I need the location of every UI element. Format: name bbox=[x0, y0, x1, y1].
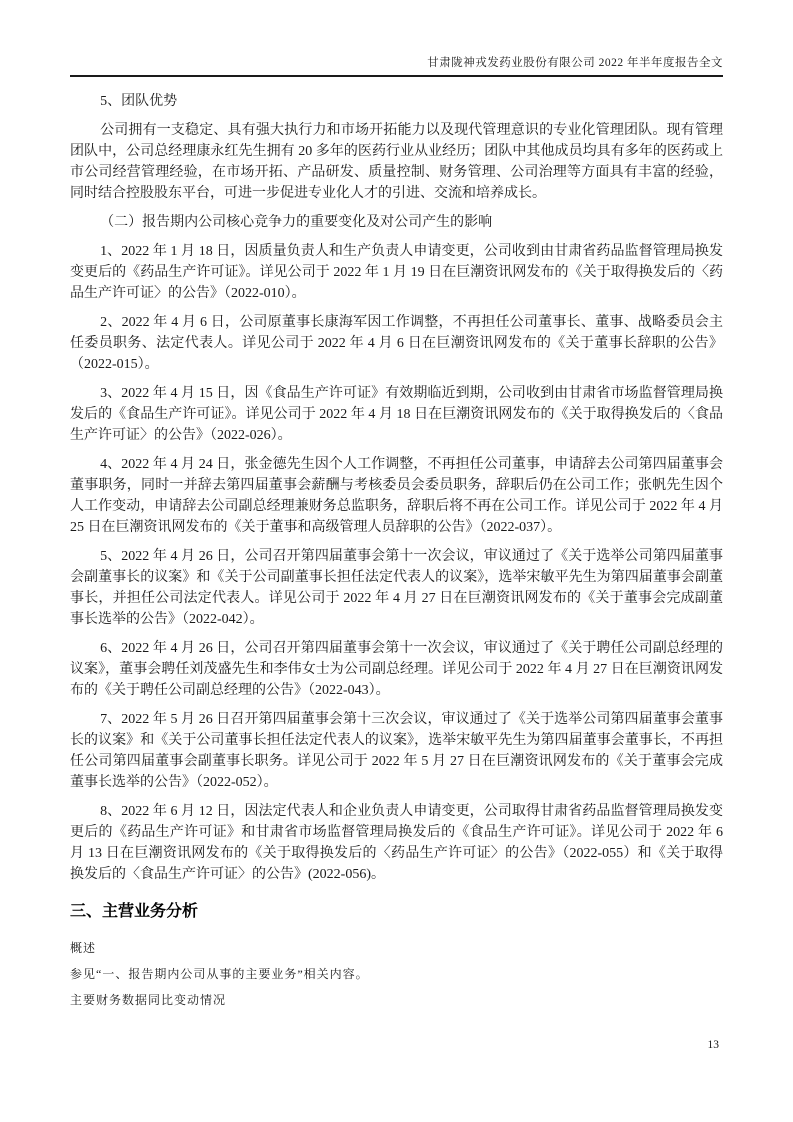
page-content bbox=[70, 91, 723, 1008]
overview-label: 概述 bbox=[70, 941, 97, 955]
event-item-1: 1、2022 年 1 月 18 日，因质量负责人和生产负责人申请变更，公司收到由甘肃省药品监督管理局换发变更后的《药品生产许可证》。详见公司于 2022 年 1 月 19 日在巨潮资讯网发布的《关于取得换发后的〈药品生产许可证〉的公告》（2022-010）。 bbox=[70, 244, 723, 301]
overview-reference: 参见“一、报告期内公司从事的主要业务”相关内容。 bbox=[70, 967, 369, 981]
event-item-7: 7、2022 年 5 月 26 日召开第四届董事会第十三次会议，审议通过了《关于选举公司第四届董事会董事长的议案》和《关于公司董事长担任法定代表人的议案》，选举宋敏平先生为第四届董事会董事长，不再担任公司第四届董事会副董事长职务。详见公司于 2022 年 5 月 27 日在巨潮资讯网发布的《关于董事会完成董事长选举的公告》（2022-052）。 bbox=[70, 712, 723, 790]
event-item-4: 4、2022 年 4 月 24 日，张金德先生因个人工作调整，不再担任公司董事，申请辞去公司第四届董事会董事职务，同时一并辞去第四届董事会薪酬与考核委员会委员职务，辞职后仍在公司工作；张帆先生因个人工作变动，申请辞去公司副总经理兼财务总监职务，辞职后将不再在公司工作。详见公司于 2022 年 4 月 25 日在巨潮资讯网发布的《关于董事和高级管理人员辞职的公告》（2022-037）。 bbox=[70, 457, 723, 535]
main-business-analysis-heading: 三、主营业务分析 bbox=[70, 903, 199, 920]
core-competitiveness-heading: （二）报告期内公司核心竞争力的重要变化及对公司产生的影响 bbox=[100, 215, 493, 230]
financial-data-change-label: 主要财务数据同比变动情况 bbox=[70, 993, 227, 1007]
event-item-6: 6、2022 年 4 月 26 日，公司召开第四届董事会第十一次会议，审议通过了《关于聘任公司副总经理的议案》，董事会聘任刘茂盛先生和李伟女士为公司副总经理。详见公司于 2022 年 4 月 27 日在巨潮资讯网发布的《关于聘任公司副总经理的公告》（2022-043）。 bbox=[70, 641, 723, 698]
event-item-8: 8、2022 年 6 月 12 日，因法定代表人和企业负责人申请变更，公司取得甘肃省药品监督管理局换发变更后的《药品生产许可证》和甘肃省市场监督管理局换发后的《食品生产许可证》。详见公司于 2022 年 6 月 13 日在巨潮资讯网发布的《关于取得换发后的〈药品生产许可证〉的公告》（2022-055）和《关于取得换发后的〈食品生产许可证〉的公告》(2022-056)。 bbox=[70, 804, 723, 882]
team-advantage-heading: 5、团队优势 bbox=[100, 94, 178, 109]
running-header: 甘肃陇神戎发药业股份有限公司 2022 年半年度报告全文 bbox=[70, 0, 723, 77]
team-advantage-paragraph: 公司拥有一支稳定、具有强大执行力和市场开拓能力以及现代管理意识的专业化管理团队。现有管理团队中，公司总经理康永红先生拥有 20 多年的医药行业从业经历；团队中其他成员均具有多年的医药或上市公司经营管理经验，在市场开拓、产品研发、质量控制、财务管理、公司治理等方面具有丰富的经验，同时结合控股股东平台，可进一步促进专业化人才的引进、交流和培养成长。 bbox=[70, 123, 723, 201]
event-item-2: 2、2022 年 4 月 6 日，公司原董事长康海军因工作调整，不再担任公司董事长、董事、战略委员会主任委员职务、法定代表人。详见公司于 2022 年 4 月 6 日在巨潮资讯网发布的《关于董事长辞职的公告》（2022-015）。 bbox=[70, 315, 723, 372]
event-item-3: 3、2022 年 4 月 15 日，因《食品生产许可证》有效期临近到期，公司收到由甘肃省市场监督管理局换发后的《食品生产许可证》。详见公司于 2022 年 4 月 18 日在巨潮资讯网发布的《关于取得换发后的〈食品生产许可证〉的公告》（2022-026）。 bbox=[70, 386, 723, 443]
page-number: 13 bbox=[707, 1039, 719, 1051]
event-item-5: 5、2022 年 4 月 26 日，公司召开第四届董事会第十一次会议，审议通过了《关于选举公司第四届董事会副董事长的议案》和《关于公司副董事长担任法定代表人的议案》，选举宋敏平先生为第四届董事会副董事长，并担任公司法定代表人。详见公司于 2022 年 4 月 27 日在巨潮资讯网发布的《关于董事会完成副董事长选举的公告》（2022-042）。 bbox=[70, 549, 723, 627]
